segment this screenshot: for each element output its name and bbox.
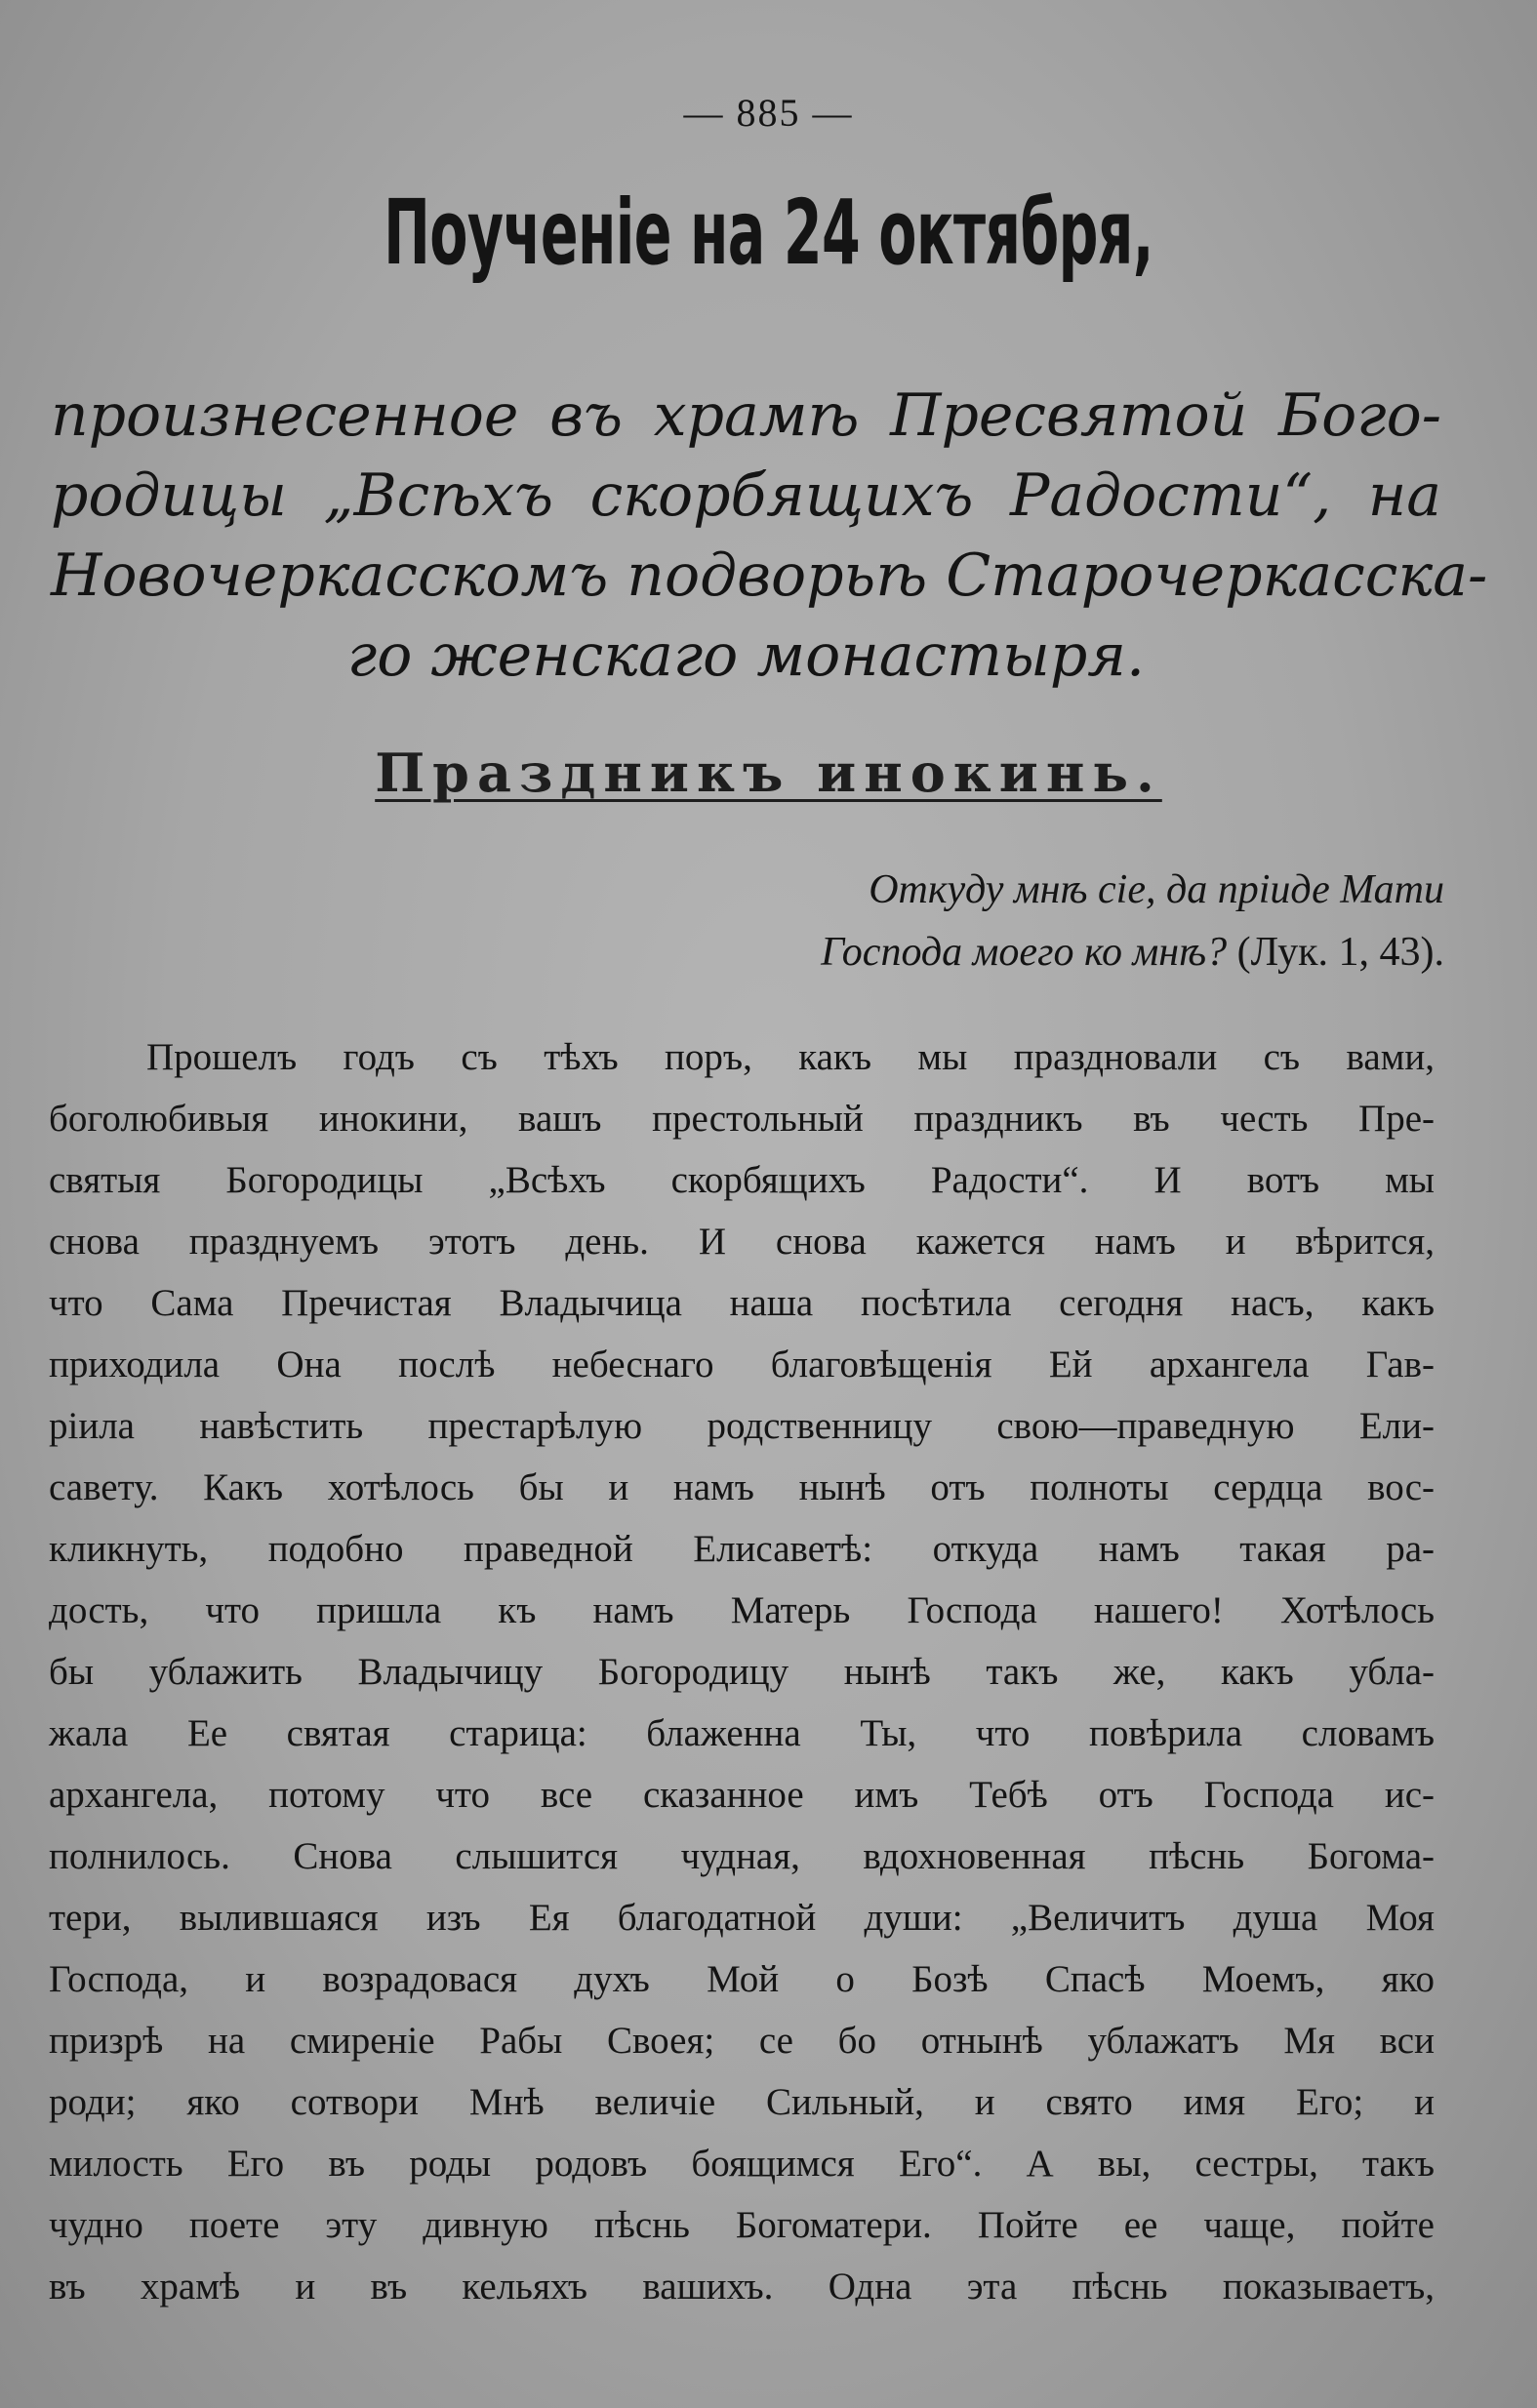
page-number: — 885 — [683, 91, 854, 135]
body-line: что Сама Пречистая Владычица наша посѣтила сегодня насъ, какъ [49, 1282, 1435, 1324]
body-line: чудно поете эту дивную пѣснь Богоматери. Пойте ее чаще, пойте [49, 2204, 1435, 2246]
body-line: савету. Какъ хотѣлось бы и намъ нынѣ отъ полноты сердца вос- [49, 1466, 1435, 1508]
body-line: роди; яко сотвори Мнѣ величіе Сильный, и свято имя Его; и [49, 2081, 1435, 2123]
body-line: кликнуть, подобно праведной Елисаветѣ: откуда намъ такая ра- [49, 1528, 1435, 1570]
body-line: въ храмѣ и въ кельяхъ вашихъ. Одна эта пѣснь показываетъ, [49, 2266, 1435, 2308]
body-line: бы ублажить Владычицу Богородицу нынѣ такъ же, какъ убла- [49, 1651, 1435, 1693]
epigraph-reference: (Лук. 1, 43). [1236, 930, 1444, 975]
body-line: Прошелъ годъ съ тѣхъ поръ, какъ мы праздновали съ вами, [146, 1036, 1435, 1078]
epigraph-quote-line-2: Господа моего ко мнѣ? [821, 930, 1228, 975]
body-line: тери, вылившаяся изъ Ея благодатной души: „Величитъ душа Моя [49, 1897, 1435, 1939]
subtitle-line: Новочеркасскомъ подворьѣ Старочеркасска- [51, 542, 1488, 610]
body-line: полнилось. Снова слышится чудная, вдохновенная пѣснь Богома- [49, 1835, 1435, 1877]
body-line: ріила навѣстить престарѣлую родственницу свою—праведную Ели- [49, 1405, 1435, 1447]
body-line: Господа, и возрадовася духъ Мой о Бозѣ Спасѣ Моемъ, яко [49, 1958, 1435, 2000]
body-line: боголюбивыя инокини, вашъ престольный праздникъ въ честь Пре- [49, 1098, 1435, 1140]
body-line: призрѣ на смиреніе Рабы Своея; се бо отнынѣ ублажатъ Мя вси [49, 2020, 1435, 2062]
sermon-title: Поученіе на 24 октября, [384, 181, 1153, 285]
body-line: жала Ее святая старица: блаженна Ты, что повѣрила словамъ [49, 1712, 1435, 1754]
body-line: дость, что пришла къ намъ Матерь Господа нашего! Хотѣлось [49, 1589, 1435, 1631]
section-heading: Праздникъ инокинь. [375, 742, 1162, 804]
body-line: милость Его въ роды родовъ боящимся Его“. А вы, сестры, такъ [49, 2143, 1435, 2185]
body-line: святыя Богородицы „Всѣхъ скорбящихъ Радости“. И вотъ мы [49, 1159, 1435, 1201]
subtitle-line: произнесенное въ храмѣ Пресвятой Бого- [51, 381, 1441, 450]
body-line: приходила Она послѣ небеснаго благовѣщенія Ей архангела Гав- [49, 1344, 1435, 1385]
epigraph-quote-line-1: Откуду мнѣ сіе, да пріиде Мати [869, 867, 1444, 912]
body-line: архангела, потому что все сказанное имъ Тебѣ отъ Господа ис- [49, 1774, 1435, 1816]
subtitle-line: родицы „Всѣхъ скорбящихъ Радости“, на [51, 462, 1441, 530]
epigraph-line [468, 859, 1444, 921]
epigraph-line [468, 921, 1444, 983]
body-text [49, 1026, 1435, 2317]
subtitle-line: го женскаго монастыря. [346, 622, 1146, 690]
epigraph [468, 859, 1444, 983]
body-line: снова празднуемъ этотъ день. И снова кажется намъ и вѣрится, [49, 1221, 1435, 1263]
sermon-subtitle [51, 376, 1488, 696]
